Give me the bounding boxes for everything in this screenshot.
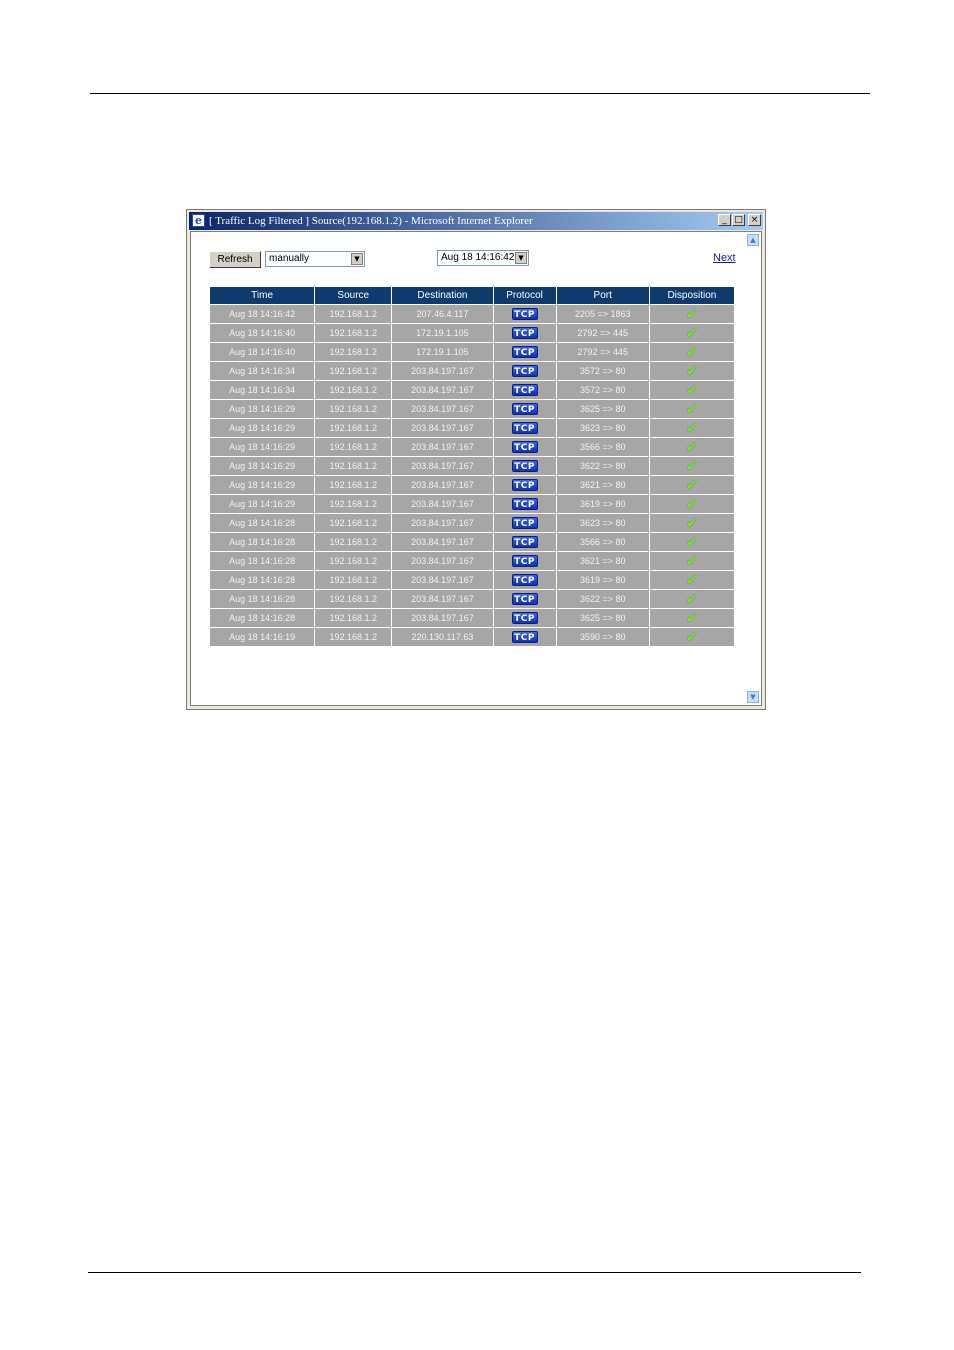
maximize-button[interactable]: □ (732, 214, 745, 226)
cell-disposition (650, 476, 734, 494)
tcp-protocol-icon: TCP (512, 479, 538, 491)
cell-time: Aug 18 14:16:34 (210, 381, 314, 399)
check-icon: ✔ (685, 627, 699, 646)
cell-disposition (650, 552, 734, 570)
table-row (210, 514, 734, 532)
table-row (210, 305, 734, 323)
cell-port: 3572 => 80 (557, 381, 649, 399)
cell-protocol (494, 419, 556, 437)
cell-time: Aug 18 14:16:42 (210, 305, 314, 323)
table-row (210, 324, 734, 342)
cell-port: 3622 => 80 (557, 457, 649, 475)
check-icon: ✔ (685, 551, 699, 570)
refresh-button[interactable]: Refresh (209, 251, 261, 268)
column-header-port: Port (557, 287, 649, 304)
cell-destination: 172.19.1.105 (392, 343, 492, 361)
ie-icon: e (192, 214, 205, 227)
cell-port: 3590 => 80 (557, 628, 649, 646)
cell-time: Aug 18 14:16:29 (210, 457, 314, 475)
cell-destination: 203.84.197.167 (392, 552, 492, 570)
cell-destination: 203.84.197.167 (392, 495, 492, 513)
cell-time: Aug 18 14:16:19 (210, 628, 314, 646)
refresh-mode-value: manually (269, 253, 310, 264)
cell-protocol (494, 628, 556, 646)
cell-time: Aug 18 14:16:29 (210, 419, 314, 437)
cell-protocol (494, 381, 556, 399)
check-icon: ✔ (685, 494, 699, 513)
cell-protocol (494, 495, 556, 513)
cell-disposition (650, 571, 734, 589)
cell-port: 3625 => 80 (557, 609, 649, 627)
cell-protocol (494, 324, 556, 342)
cell-disposition (650, 609, 734, 627)
table-row (210, 495, 734, 513)
column-header-source: Source (315, 287, 391, 304)
cell-time: Aug 18 14:16:40 (210, 343, 314, 361)
check-icon: ✔ (685, 589, 699, 608)
table-row (210, 438, 734, 456)
scroll-up-icon[interactable]: ▲ (747, 234, 759, 246)
cell-protocol (494, 590, 556, 608)
cell-disposition (650, 590, 734, 608)
cell-destination: 203.84.197.167 (392, 419, 492, 437)
cell-protocol (494, 343, 556, 361)
cell-source: 192.168.1.2 (315, 400, 391, 418)
cell-port: 3572 => 80 (557, 362, 649, 380)
cell-protocol (494, 305, 556, 323)
cell-time: Aug 18 14:16:34 (210, 362, 314, 380)
cell-port: 3623 => 80 (557, 419, 649, 437)
cell-protocol (494, 438, 556, 456)
cell-time: Aug 18 14:16:29 (210, 495, 314, 513)
cell-port: 3619 => 80 (557, 571, 649, 589)
cell-port: 2792 => 445 (557, 343, 649, 361)
cell-source: 192.168.1.2 (315, 495, 391, 513)
cell-disposition (650, 495, 734, 513)
cell-disposition (650, 514, 734, 532)
cell-source: 192.168.1.2 (315, 609, 391, 627)
window-controls (718, 214, 761, 226)
tcp-protocol-icon: TCP (512, 441, 538, 453)
tcp-protocol-icon: TCP (512, 517, 538, 529)
check-icon: ✔ (685, 513, 699, 532)
check-icon: ✔ (685, 380, 699, 399)
page-content (190, 231, 762, 706)
cell-destination: 203.84.197.167 (392, 571, 492, 589)
cell-disposition (650, 343, 734, 361)
cell-destination: 203.84.197.167 (392, 400, 492, 418)
cell-protocol (494, 609, 556, 627)
scroll-down-icon[interactable]: ▼ (747, 691, 759, 703)
browser-window (186, 209, 766, 710)
cell-destination: 203.84.197.167 (392, 438, 492, 456)
cell-source: 192.168.1.2 (315, 552, 391, 570)
cell-destination: 203.84.197.167 (392, 609, 492, 627)
tcp-protocol-icon: TCP (512, 308, 538, 320)
window-title: [ Traffic Log Filtered ] Source(192.168.1.2) - Microsoft Internet Explorer (209, 215, 533, 227)
check-icon: ✔ (685, 304, 699, 323)
tcp-protocol-icon: TCP (512, 346, 538, 358)
cell-source: 192.168.1.2 (315, 628, 391, 646)
table-row (210, 400, 734, 418)
cell-disposition (650, 362, 734, 380)
cell-port: 3621 => 80 (557, 476, 649, 494)
cell-protocol (494, 552, 556, 570)
cell-disposition (650, 381, 734, 399)
chevron-down-icon[interactable]: ▼ (515, 252, 527, 264)
cell-disposition (650, 305, 734, 323)
cell-time: Aug 18 14:16:28 (210, 552, 314, 570)
chevron-down-icon[interactable]: ▼ (351, 253, 363, 265)
table-header-row (210, 287, 734, 304)
cell-disposition (650, 419, 734, 437)
cell-source: 192.168.1.2 (315, 362, 391, 380)
title-bar[interactable] (189, 212, 763, 230)
table-row (210, 362, 734, 380)
column-header-destination: Destination (392, 287, 492, 304)
cell-protocol (494, 514, 556, 532)
cell-protocol (494, 571, 556, 589)
cell-port: 3566 => 80 (557, 533, 649, 551)
cell-port: 3623 => 80 (557, 514, 649, 532)
table-row (210, 590, 734, 608)
cell-source: 192.168.1.2 (315, 533, 391, 551)
table-row (210, 628, 734, 646)
cell-time: Aug 18 14:16:29 (210, 438, 314, 456)
cell-time: Aug 18 14:16:28 (210, 609, 314, 627)
cell-port: 3619 => 80 (557, 495, 649, 513)
cell-destination: 172.19.1.105 (392, 324, 492, 342)
cell-source: 192.168.1.2 (315, 590, 391, 608)
tcp-protocol-icon: TCP (512, 536, 538, 548)
table-row (210, 476, 734, 494)
cell-destination: 207.46.4.117 (392, 305, 492, 323)
cell-destination: 203.84.197.167 (392, 533, 492, 551)
cell-time: Aug 18 14:16:28 (210, 533, 314, 551)
tcp-protocol-icon: TCP (512, 574, 538, 586)
tcp-protocol-icon: TCP (512, 631, 538, 643)
cell-source: 192.168.1.2 (315, 438, 391, 456)
close-button[interactable]: × (748, 214, 761, 226)
cell-time: Aug 18 14:16:40 (210, 324, 314, 342)
cell-time: Aug 18 14:16:28 (210, 514, 314, 532)
cell-protocol (494, 362, 556, 380)
cell-time: Aug 18 14:16:28 (210, 590, 314, 608)
cell-source: 192.168.1.2 (315, 381, 391, 399)
cell-source: 192.168.1.2 (315, 476, 391, 494)
tcp-protocol-icon: TCP (512, 593, 538, 605)
cell-source: 192.168.1.2 (315, 305, 391, 323)
cell-destination: 203.84.197.167 (392, 457, 492, 475)
tcp-protocol-icon: TCP (512, 555, 538, 567)
table-row (210, 457, 734, 475)
cell-protocol (494, 457, 556, 475)
cell-port: 3622 => 80 (557, 590, 649, 608)
check-icon: ✔ (685, 323, 699, 342)
cell-disposition (650, 438, 734, 456)
column-header-time: Time (210, 287, 314, 304)
check-icon: ✔ (685, 570, 699, 589)
cell-port: 3621 => 80 (557, 552, 649, 570)
cell-protocol (494, 533, 556, 551)
check-icon: ✔ (685, 361, 699, 380)
cell-time: Aug 18 14:16:28 (210, 571, 314, 589)
tcp-protocol-icon: TCP (512, 498, 538, 510)
cell-protocol (494, 476, 556, 494)
check-icon: ✔ (685, 437, 699, 456)
table-row (210, 552, 734, 570)
cell-port: 2205 => 1863 (557, 305, 649, 323)
cell-port: 2792 => 445 (557, 324, 649, 342)
cell-disposition (650, 533, 734, 551)
tcp-protocol-icon: TCP (512, 327, 538, 339)
tcp-protocol-icon: TCP (512, 384, 538, 396)
page-header-rule (90, 93, 870, 94)
tcp-protocol-icon: TCP (512, 365, 538, 377)
check-icon: ✔ (685, 532, 699, 551)
cell-source: 192.168.1.2 (315, 419, 391, 437)
cell-destination: 203.84.197.167 (392, 514, 492, 532)
table-row (210, 419, 734, 437)
refresh-mode-select[interactable] (265, 251, 365, 267)
cell-disposition (650, 457, 734, 475)
cell-disposition (650, 628, 734, 646)
vertical-scrollbar[interactable] (745, 232, 761, 705)
table-row (210, 343, 734, 361)
cell-source: 192.168.1.2 (315, 457, 391, 475)
cell-port: 3625 => 80 (557, 400, 649, 418)
tcp-protocol-icon: TCP (512, 460, 538, 472)
check-icon: ✔ (685, 418, 699, 437)
check-icon: ✔ (685, 475, 699, 494)
column-header-disposition: Disposition (650, 287, 734, 304)
cell-disposition (650, 324, 734, 342)
tcp-protocol-icon: TCP (512, 422, 538, 434)
check-icon: ✔ (685, 456, 699, 475)
cell-time: Aug 18 14:16:29 (210, 400, 314, 418)
cell-destination: 220.130.117.63 (392, 628, 492, 646)
check-icon: ✔ (685, 399, 699, 418)
cell-source: 192.168.1.2 (315, 343, 391, 361)
tcp-protocol-icon: TCP (512, 403, 538, 415)
check-icon: ✔ (685, 608, 699, 627)
table-body (210, 305, 734, 646)
cell-destination: 203.84.197.167 (392, 476, 492, 494)
cell-source: 192.168.1.2 (315, 324, 391, 342)
traffic-log-table (209, 286, 735, 647)
page-footer-rule (88, 1272, 861, 1273)
cell-disposition (650, 400, 734, 418)
cell-destination: 203.84.197.167 (392, 381, 492, 399)
cell-time: Aug 18 14:16:29 (210, 476, 314, 494)
column-header-protocol: Protocol (494, 287, 556, 304)
check-icon: ✔ (685, 342, 699, 361)
cell-destination: 203.84.197.167 (392, 590, 492, 608)
table-row (210, 571, 734, 589)
table-row (210, 381, 734, 399)
time-select[interactable] (437, 250, 529, 266)
next-link[interactable]: Next (713, 252, 736, 264)
tcp-protocol-icon: TCP (512, 612, 538, 624)
cell-protocol (494, 400, 556, 418)
minimize-button[interactable]: _ (718, 214, 731, 226)
cell-source: 192.168.1.2 (315, 514, 391, 532)
cell-source: 192.168.1.2 (315, 571, 391, 589)
cell-port: 3566 => 80 (557, 438, 649, 456)
table-row (210, 533, 734, 551)
time-select-value: Aug 18 14:16:42 (441, 252, 515, 263)
cell-destination: 203.84.197.167 (392, 362, 492, 380)
table-row (210, 609, 734, 627)
